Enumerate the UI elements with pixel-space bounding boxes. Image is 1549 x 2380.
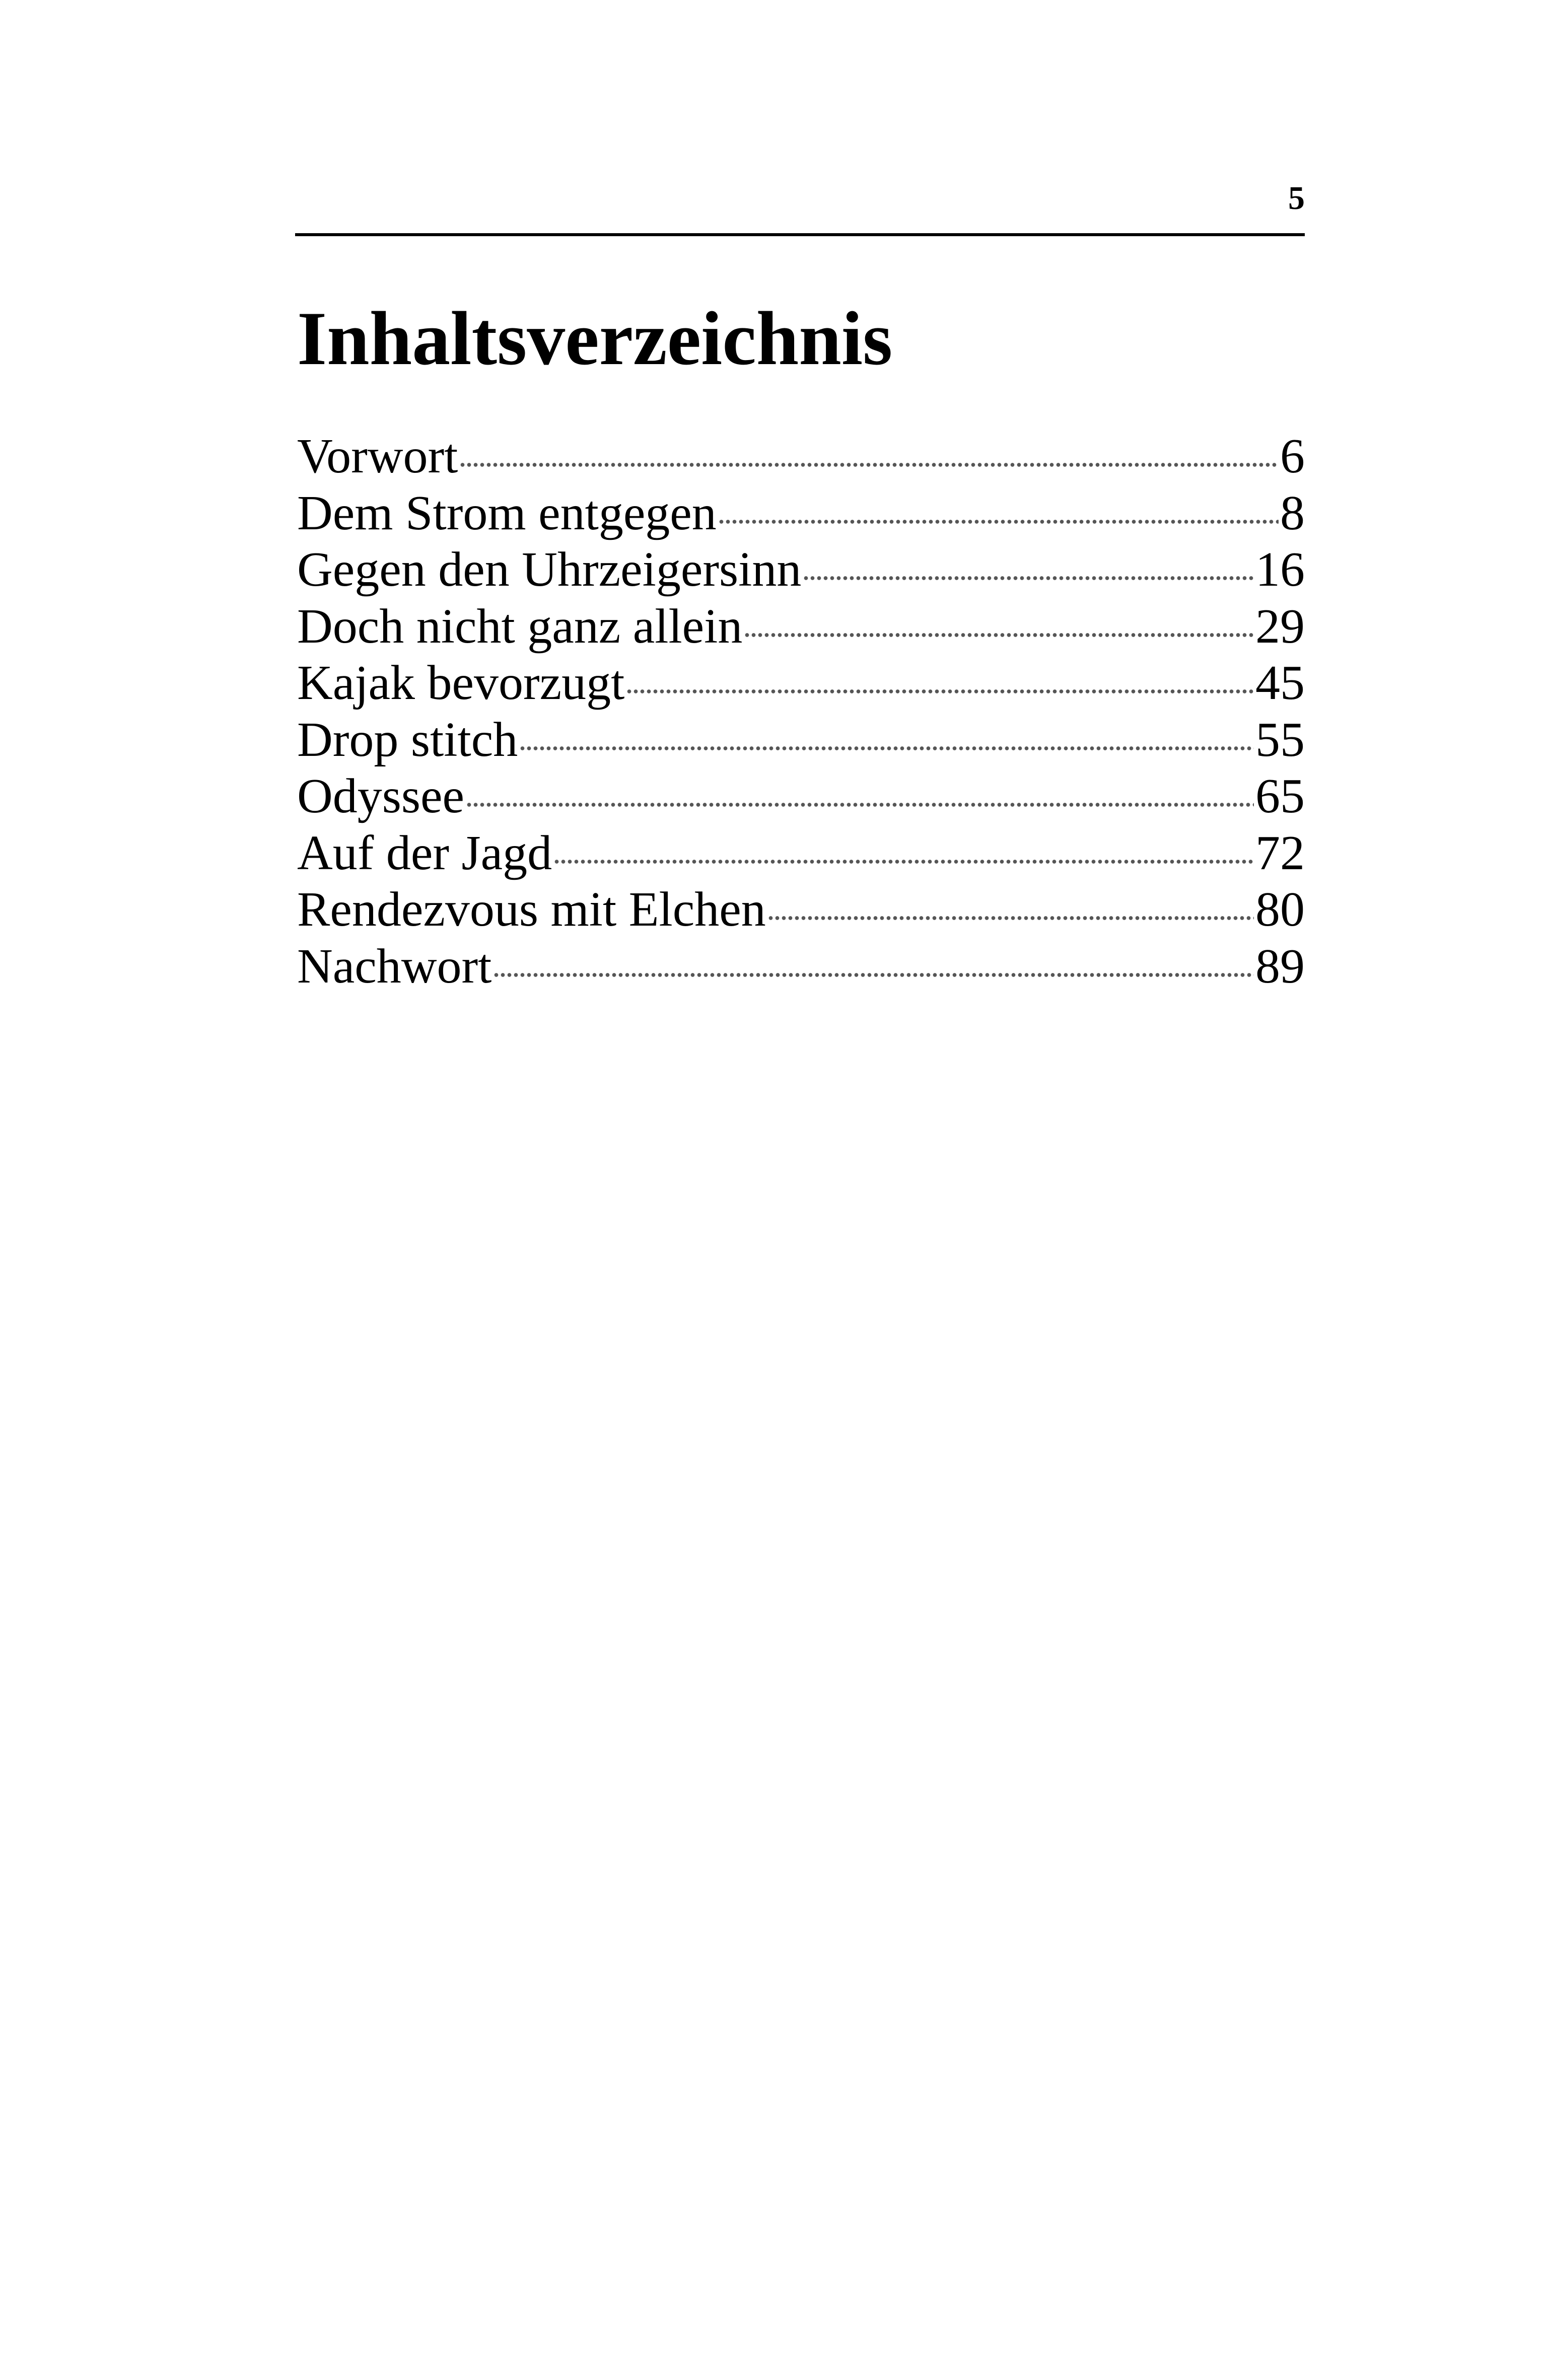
dot-leader — [553, 825, 1254, 882]
toc-entry[interactable] — [297, 428, 1305, 485]
dot-leader — [718, 485, 1279, 542]
toc-list — [297, 428, 1305, 995]
dot-leader — [803, 541, 1254, 598]
toc-entry-label: Dem Strom entgegen — [297, 485, 717, 540]
dot-leader — [493, 938, 1254, 995]
toc-entry-label: Rendezvous mit Elchen — [297, 882, 766, 937]
header-rule — [295, 233, 1305, 236]
toc-entry-label: Nachwort — [297, 939, 492, 994]
toc-entry-page: 72 — [1255, 825, 1305, 880]
toc-entry[interactable] — [297, 655, 1305, 712]
dot-leader — [466, 768, 1254, 825]
dot-leader — [626, 655, 1254, 712]
toc-entry-label: Drop stitch — [297, 712, 518, 767]
toc-entry[interactable] — [297, 825, 1305, 882]
toc-entry-label: Vorwort — [297, 429, 458, 483]
toc-entry[interactable] — [297, 768, 1305, 825]
dot-leader — [519, 712, 1254, 768]
toc-entry-page: 16 — [1255, 542, 1305, 597]
toc-entry-page: 89 — [1255, 939, 1305, 994]
dot-leader — [767, 881, 1254, 938]
toc-entry-label: Doch nicht ganz allein — [297, 599, 743, 654]
toc-entry[interactable] — [297, 712, 1305, 768]
toc-entry[interactable] — [297, 938, 1305, 995]
toc-entry-page: 65 — [1255, 769, 1305, 823]
toc-entry[interactable] — [297, 598, 1305, 655]
toc-entry-label: Odyssee — [297, 769, 465, 823]
toc-entry-page: 55 — [1255, 712, 1305, 767]
dot-leader — [744, 598, 1254, 655]
toc-entry-label: Kajak bevorzugt — [297, 656, 625, 710]
toc-entry-label: Gegen den Uhrzeigersinn — [297, 542, 802, 597]
toc-title: Inhaltsverzeichnis — [297, 296, 893, 381]
toc-entry-page: 29 — [1255, 599, 1305, 654]
page-number: 5 — [1288, 180, 1305, 217]
toc-entry-page: 6 — [1280, 429, 1305, 483]
toc-entry-page: 45 — [1255, 656, 1305, 710]
toc-entry-page: 8 — [1280, 485, 1305, 540]
toc-entry-page: 80 — [1255, 882, 1305, 937]
dot-leader — [459, 428, 1279, 485]
toc-entry[interactable] — [297, 881, 1305, 938]
toc-entry[interactable] — [297, 541, 1305, 598]
toc-entry-label: Auf der Jagd — [297, 825, 552, 880]
toc-entry[interactable] — [297, 485, 1305, 542]
